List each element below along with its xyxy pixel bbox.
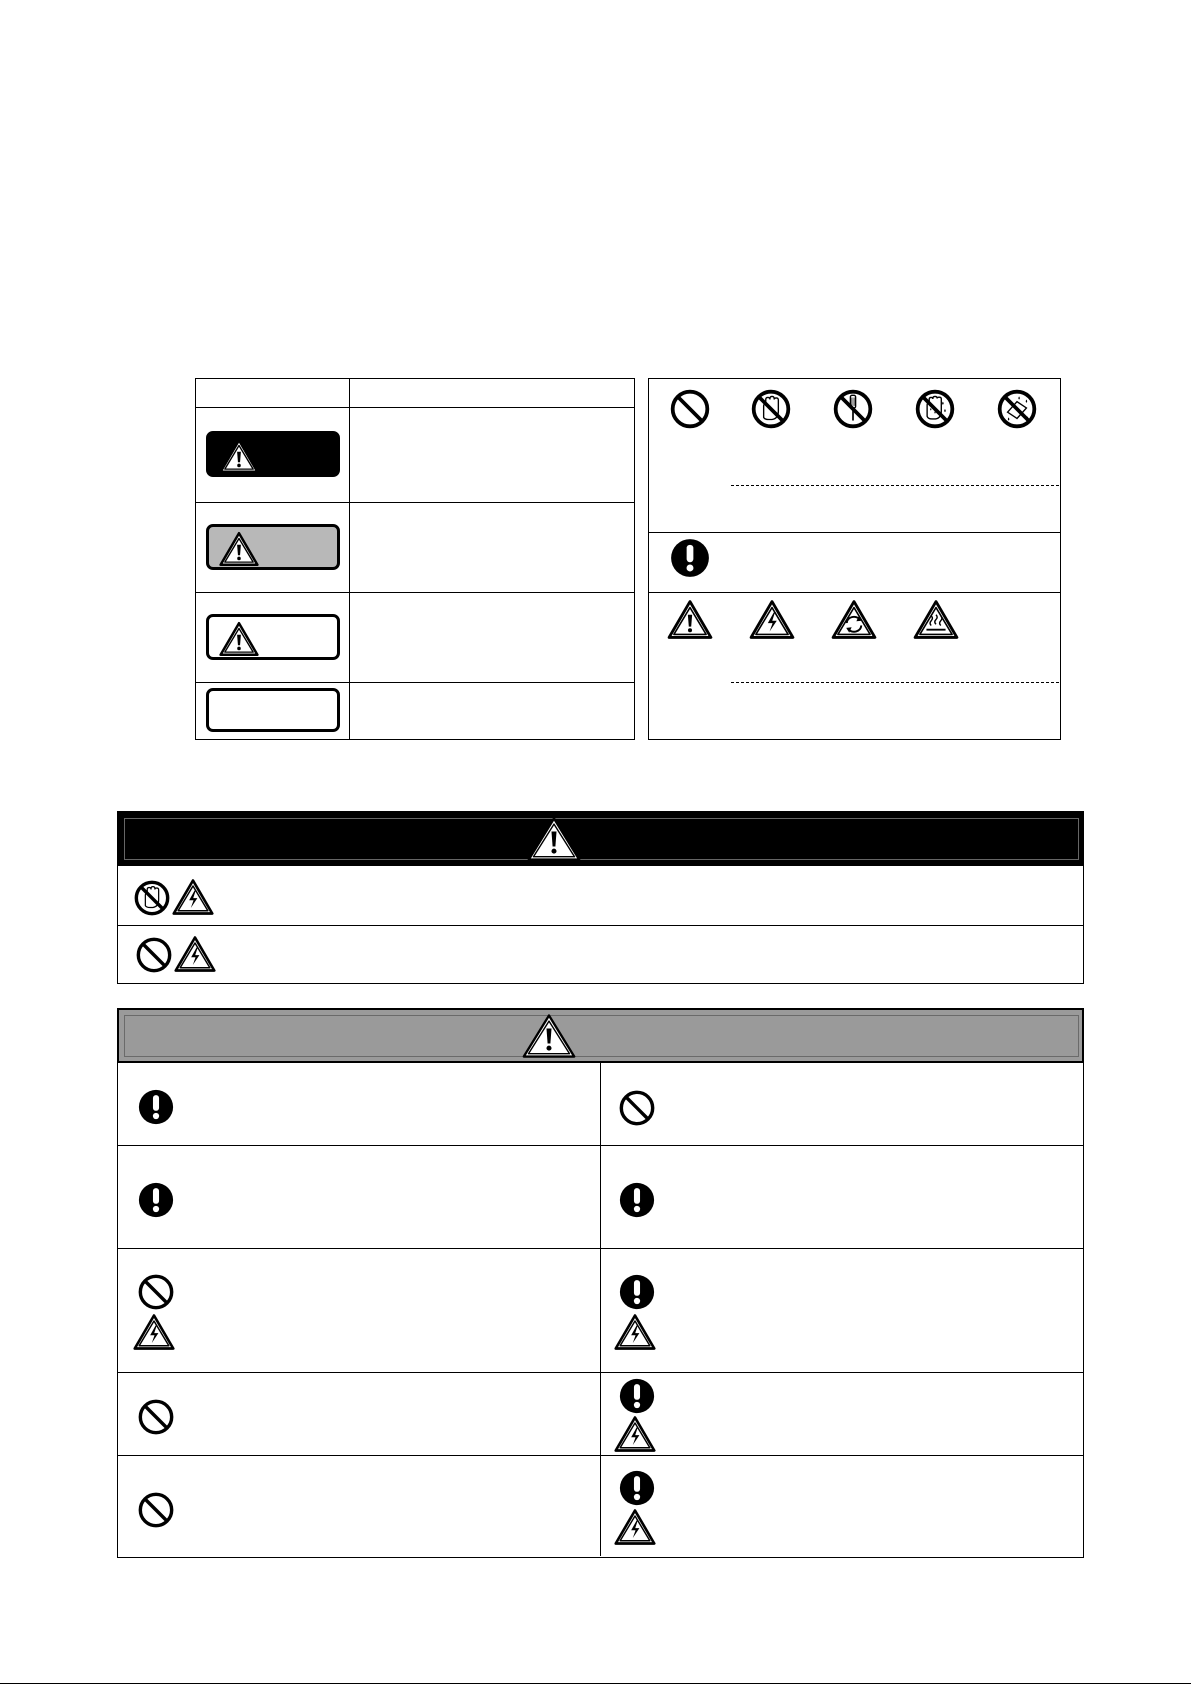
legend-row-divider: [649, 532, 1060, 533]
caution-column-divider: [600, 1062, 601, 1556]
entanglement-icon: [830, 598, 878, 641]
mandatory-action-icon: [137, 1088, 175, 1126]
alert-triangle-icon: [218, 530, 260, 568]
electric-shock-icon: [748, 598, 796, 641]
caution-section-header: [117, 1008, 1084, 1063]
alert-triangle-icon: [526, 815, 582, 863]
mandatory-action-icon: [618, 1377, 656, 1415]
alert-triangle-icon: [666, 598, 714, 641]
table-row-divider: [196, 592, 634, 593]
page-bottom-rule: [0, 1683, 1191, 1684]
no-disassembly-icon: [832, 388, 874, 430]
table-row-divider: [196, 682, 634, 683]
signal-word-table: [195, 378, 635, 740]
mandatory-action-icon: [137, 1181, 175, 1219]
dashed-separator: [731, 682, 1059, 683]
caution-label: [206, 614, 340, 660]
alert-triangle-icon: [218, 437, 260, 475]
alert-triangle-icon: [521, 1012, 577, 1060]
dashed-separator: [731, 485, 1059, 486]
no-wet-hands-icon: [914, 388, 956, 430]
electric-shock-icon: [613, 1507, 657, 1547]
electric-shock-icon: [171, 877, 215, 917]
header-inner-frame: [124, 1015, 1079, 1057]
mandatory-action-icon: [618, 1181, 656, 1219]
hot-surface-icon: [912, 598, 960, 641]
prohibited-icon: [669, 388, 711, 430]
prohibited-icon: [135, 936, 173, 974]
warning-label: [206, 524, 340, 570]
no-touch-icon: [750, 388, 792, 430]
header-inner-frame: [124, 818, 1079, 860]
alert-triangle-icon: [218, 620, 260, 658]
electric-shock-icon: [132, 1312, 176, 1352]
electric-shock-icon: [173, 934, 217, 974]
danger-label: [206, 431, 340, 477]
electric-shock-icon: [613, 1414, 657, 1454]
table-column-divider: [349, 379, 350, 739]
electric-shock-icon: [613, 1312, 657, 1352]
warning-section-body: [117, 865, 1084, 984]
caution-section-body: [117, 1062, 1084, 1558]
mandatory-action-icon: [618, 1273, 656, 1311]
mandatory-action-icon: [618, 1469, 656, 1507]
caution-row-divider: [118, 1372, 1083, 1373]
warning-section-header: [117, 811, 1084, 866]
prohibited-icon: [137, 1273, 175, 1311]
caution-row-divider: [118, 1145, 1083, 1146]
prohibited-icon: [618, 1089, 656, 1127]
no-water-icon: [996, 388, 1038, 430]
prohibited-icon: [137, 1491, 175, 1529]
mandatory-action-icon: [669, 537, 711, 579]
table-row-divider: [196, 502, 634, 503]
no-touch-icon: [133, 879, 171, 917]
legend-row-divider: [649, 592, 1060, 593]
caution-row-divider: [118, 1455, 1083, 1456]
symbol-legend-table: [648, 378, 1061, 740]
caution-row-divider: [118, 1248, 1083, 1249]
warning-row-divider: [118, 925, 1083, 926]
prohibited-icon: [137, 1398, 175, 1436]
table-header-divider: [196, 407, 634, 408]
notice-label: [206, 688, 340, 732]
